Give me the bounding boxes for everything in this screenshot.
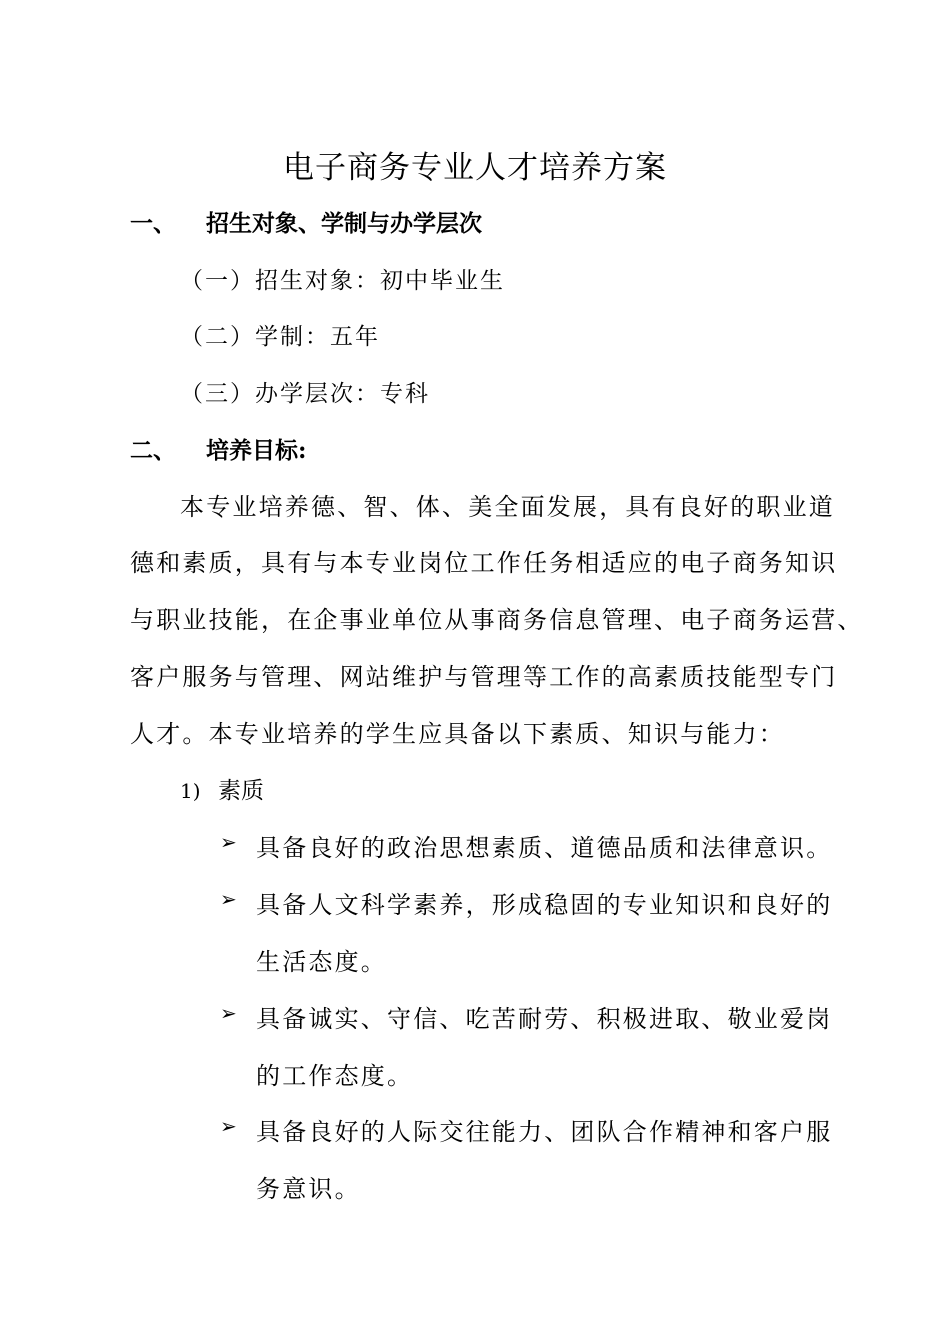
arrow-bullet-icon: ➢ [220,830,237,854]
bullet-text-line: 生活态度。 [256,948,387,976]
list-marker: 1) [180,779,201,803]
paragraph-line: 与职业技能，在企事业单位从事商务信息管理、电子商务运营、 [130,606,864,634]
section-heading-1 [130,205,482,238]
paragraph-line: 人才。本专业培养的学生应具备以下素质、知识与能力： [130,720,785,748]
arrow-bullet-icon: ➢ [220,887,237,911]
section-number: 一、 [130,210,176,237]
bullet-text-line: 的工作态度。 [256,1062,414,1090]
section-heading-2 [130,432,307,465]
paragraph-line: 本专业培养德、智、体、美全面发展，具有良好的职业道 [180,493,835,521]
list-heading [180,772,264,805]
bullet-text-line: 务意识。 [256,1175,361,1203]
section1-item-1: （一）招生对象：初中毕业生 [180,268,505,294]
arrow-bullet-icon: ➢ [220,1114,237,1138]
paragraph-line: 德和素质，具有与本专业岗位工作任务相适应的电子商务知识 [130,549,838,577]
section-title: 培养目标: [206,437,307,464]
section1-item-2: （二）学制：五年 [180,324,380,350]
arrow-bullet-icon: ➢ [220,1001,237,1025]
document-title: 电子商务专业人才培养方案 [283,150,667,186]
bullet-text-line: 具备人文科学素养，形成稳固的专业知识和良好的 [256,891,833,919]
section-title: 招生对象、学制与办学层次 [206,210,482,237]
bullet-text-line: 具备良好的政治思想素质、道德品质和法律意识。 [256,834,833,862]
bullet-text-line: 具备诚实、守信、吃苦耐劳、积极进取、敬业爱岗 [256,1005,833,1033]
section1-item-3: （三）办学层次：专科 [180,381,430,407]
bullet-text-line: 具备良好的人际交往能力、团队合作精神和客户服 [256,1118,833,1146]
section-number: 二、 [130,437,176,464]
list-label: 素质 [218,778,264,804]
paragraph-line: 客户服务与管理、网站维护与管理等工作的高素质技能型专门 [130,663,838,691]
